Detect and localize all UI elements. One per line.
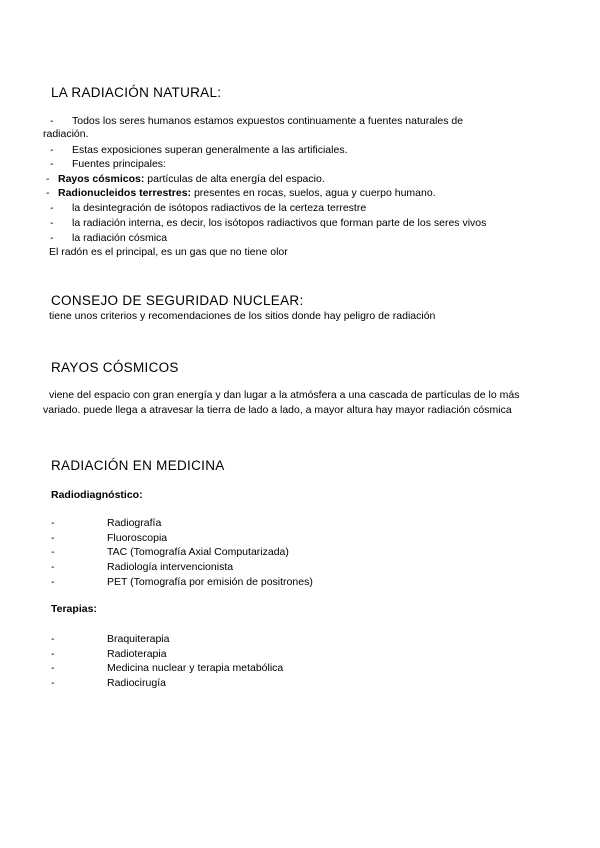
natural-line-7: - la radiación interna, es decir, los isótopos radiactivos que forman parte de los seres vivos [50, 217, 487, 229]
radionucleidos-label: Radionucleidos terrestres: [58, 187, 192, 199]
bullet-dash: - [51, 662, 55, 674]
section-title-csn: CONSEJO DE SEGURIDAD NUCLEAR: [51, 293, 304, 308]
natural-line-6: - la desintegración de isótopos radiactivos de la certeza terrestre [50, 202, 367, 214]
natural-line-1: - Todos los seres humanos estamos expuestos continuamente a fuentes naturales de [50, 115, 464, 127]
bullet-dash: - [50, 115, 54, 127]
natural-line-3: - Fuentes principales: [50, 158, 166, 170]
section-title-medicina: RADIACIÓN EN MEDICINA [51, 458, 225, 473]
csn-text: tiene unos criterios y recomendaciones de los sitios donde hay peligro de radiación [49, 310, 436, 322]
bullet-dash: - [51, 517, 55, 529]
cosmicos-line-1: viene del espacio con gran energía y dan lugar a la atmósfera a una cascada de partículas de lo más [49, 389, 520, 401]
bullet-dash: - [50, 217, 54, 229]
document-page: LA RADIACIÓN NATURAL: - Todos los seres humanos estamos expuestos continuamente a fuentes naturales de radiación. - Estas exposiciones superan generalmente a las artificiales. - Fuentes principales: - Rayos cósmicos: partículas de alta energía del espacio. - Radionucleidos terrestres: presentes en rocas, suelos, agua y cuerpo humano. - la desintegración de isótopos radiactivos de la certeza terrestre - la radiación interna, es decir, los isótopos radiactivos que forman parte de los seres vivos - la radiación cósmica El radón es el principal, es un gas que no tiene olor CONSEJO DE SEGURIDAD NUCLEAR: tiene unos criterios y recomendaciones de los sitios donde hay peligro de radiación RAYOS CÓSMICOS viene del espacio con gran energía y dan lugar a la atmósfera a una cascada de partículas de lo más variado. puede llega a atravesar la tierra de lado a lado, a mayor altura hay mayor radiación cósmica RADIACIÓN EN MEDICINA Radiodiagnóstico: - Radiografía - Fluoroscopia - TAC (Tomografía Axial Computarizada) - Radiología intervencionista - PET (Tomografía por emisión de positrones) Terapias: - Braquiterapia - Radioterapia - Medicina nuclear y terapia metabólica - Radiocirugía [43, 85, 520, 689]
bullet-dash: - [51, 561, 55, 573]
natural-line-1-cont: radiación. [43, 128, 89, 140]
section-title-radiacion-natural: LA RADIACIÓN NATURAL: [51, 85, 222, 100]
rayos-label: Rayos cósmicos: [58, 173, 145, 185]
bullet-dash: - [50, 158, 54, 170]
bullet-dash: - [46, 173, 50, 185]
cosmicos-line-2: variado. puede llega a atravesar la tierra de lado a lado, a mayor altura hay mayor radiación cósmica [43, 404, 512, 416]
bullet-dash: - [50, 144, 54, 156]
terapias-label: Terapias: [51, 603, 97, 615]
bullet-dash: - [51, 677, 55, 689]
section-title-rayos-cosmicos: RAYOS CÓSMICOS [51, 360, 179, 375]
natural-line-2: - Estas exposiciones superan generalmente a las artificiales. [50, 144, 348, 156]
bullet-dash: - [51, 576, 55, 588]
bullet-dash: - [46, 187, 50, 199]
bullet-dash: - [50, 202, 54, 214]
bullet-dash: - [51, 648, 55, 660]
natural-line-rayos: - Rayos cósmicos: partículas de alta energía del espacio. [46, 173, 325, 185]
natural-line-radionucleidos: - Radionucleidos terrestres: presentes en rocas, suelos, agua y cuerpo humano. [46, 187, 436, 199]
bullet-dash: - [50, 232, 54, 244]
radiodiagnostico-label: Radiodiagnóstico: [51, 489, 143, 501]
bullet-dash: - [51, 532, 55, 544]
natural-line-9: El radón es el principal, es un gas que no tiene olor [49, 246, 288, 258]
bullet-dash: - [51, 633, 55, 645]
natural-line-8: - la radiación cósmica [50, 232, 168, 244]
bullet-dash: - [51, 546, 55, 558]
